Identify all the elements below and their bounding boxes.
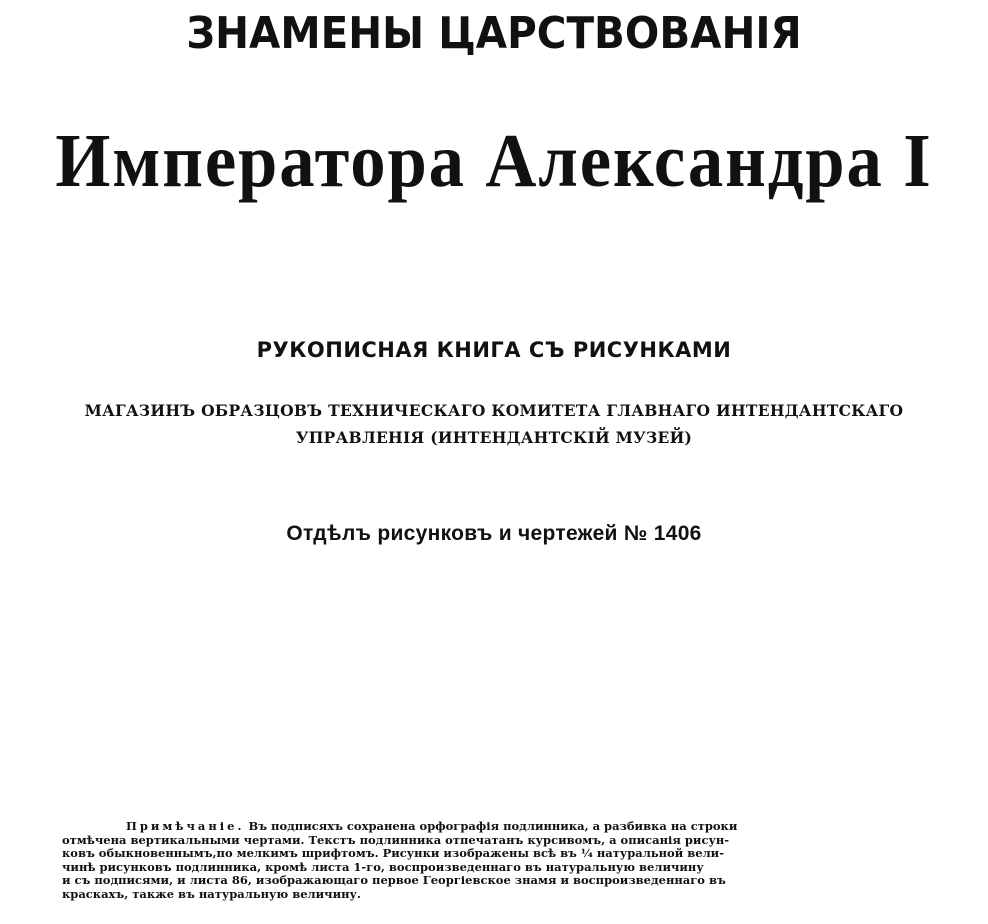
footnote-heading: Примѣчаніе. — [126, 819, 245, 833]
footnote-line-5: и съ подписями, и листа 86, изображающаго первое Георгіевское знамя и воспроизведеннаго въ — [62, 873, 726, 888]
section-heading: Отдѣлъ рисунковъ и чертежей № 1406 — [286, 522, 702, 545]
subtitle-institution-line-1: МАГАЗИНЪ ОБРАЗЦОВЪ ТЕХНИЧЕСКАГО КОМИТЕТА ГЛАВНАГО ИНТЕНДАНТСКАГО — [84, 401, 904, 420]
title-line-1: ЗНАМЕНЫ ЦАРСТВОВАНІЯ — [186, 8, 802, 59]
footnote — [62, 820, 928, 902]
subtitle-book: РУКОПИСНАЯ КНИГА СЪ РИСУНКАМИ — [256, 338, 732, 362]
footnote-line-6: краскахъ, также въ натуральную величину. — [62, 886, 361, 901]
footnote-line-2: отмѣчена вертикальными чертами. Текстъ подлинника отпечатанъ курсивомъ, а описанія рисун- — [62, 832, 730, 847]
footnote-line-4: чинѣ рисунковъ подлинника, кромѣ листа 1-го, воспроизведеннаго въ натуральную величину — [62, 859, 704, 874]
title-line-2: Императора Александра I — [55, 119, 933, 203]
footnote-line-1 — [62, 820, 928, 834]
footnote-text-1: Въ подписяхъ сохранена орфографія подлинника, а разбивка на строки — [248, 819, 738, 833]
footnote-line-3: ковъ обыкновеннымъ,по мелкимъ шрифтомъ. Рисунки изображены всѣ въ ¼ натуральной вели- — [62, 846, 724, 861]
subtitle-institution-line-2: УПРАВЛЕНІЯ (ИНТЕНДАНТСКІЙ МУЗЕЙ) — [295, 428, 693, 447]
